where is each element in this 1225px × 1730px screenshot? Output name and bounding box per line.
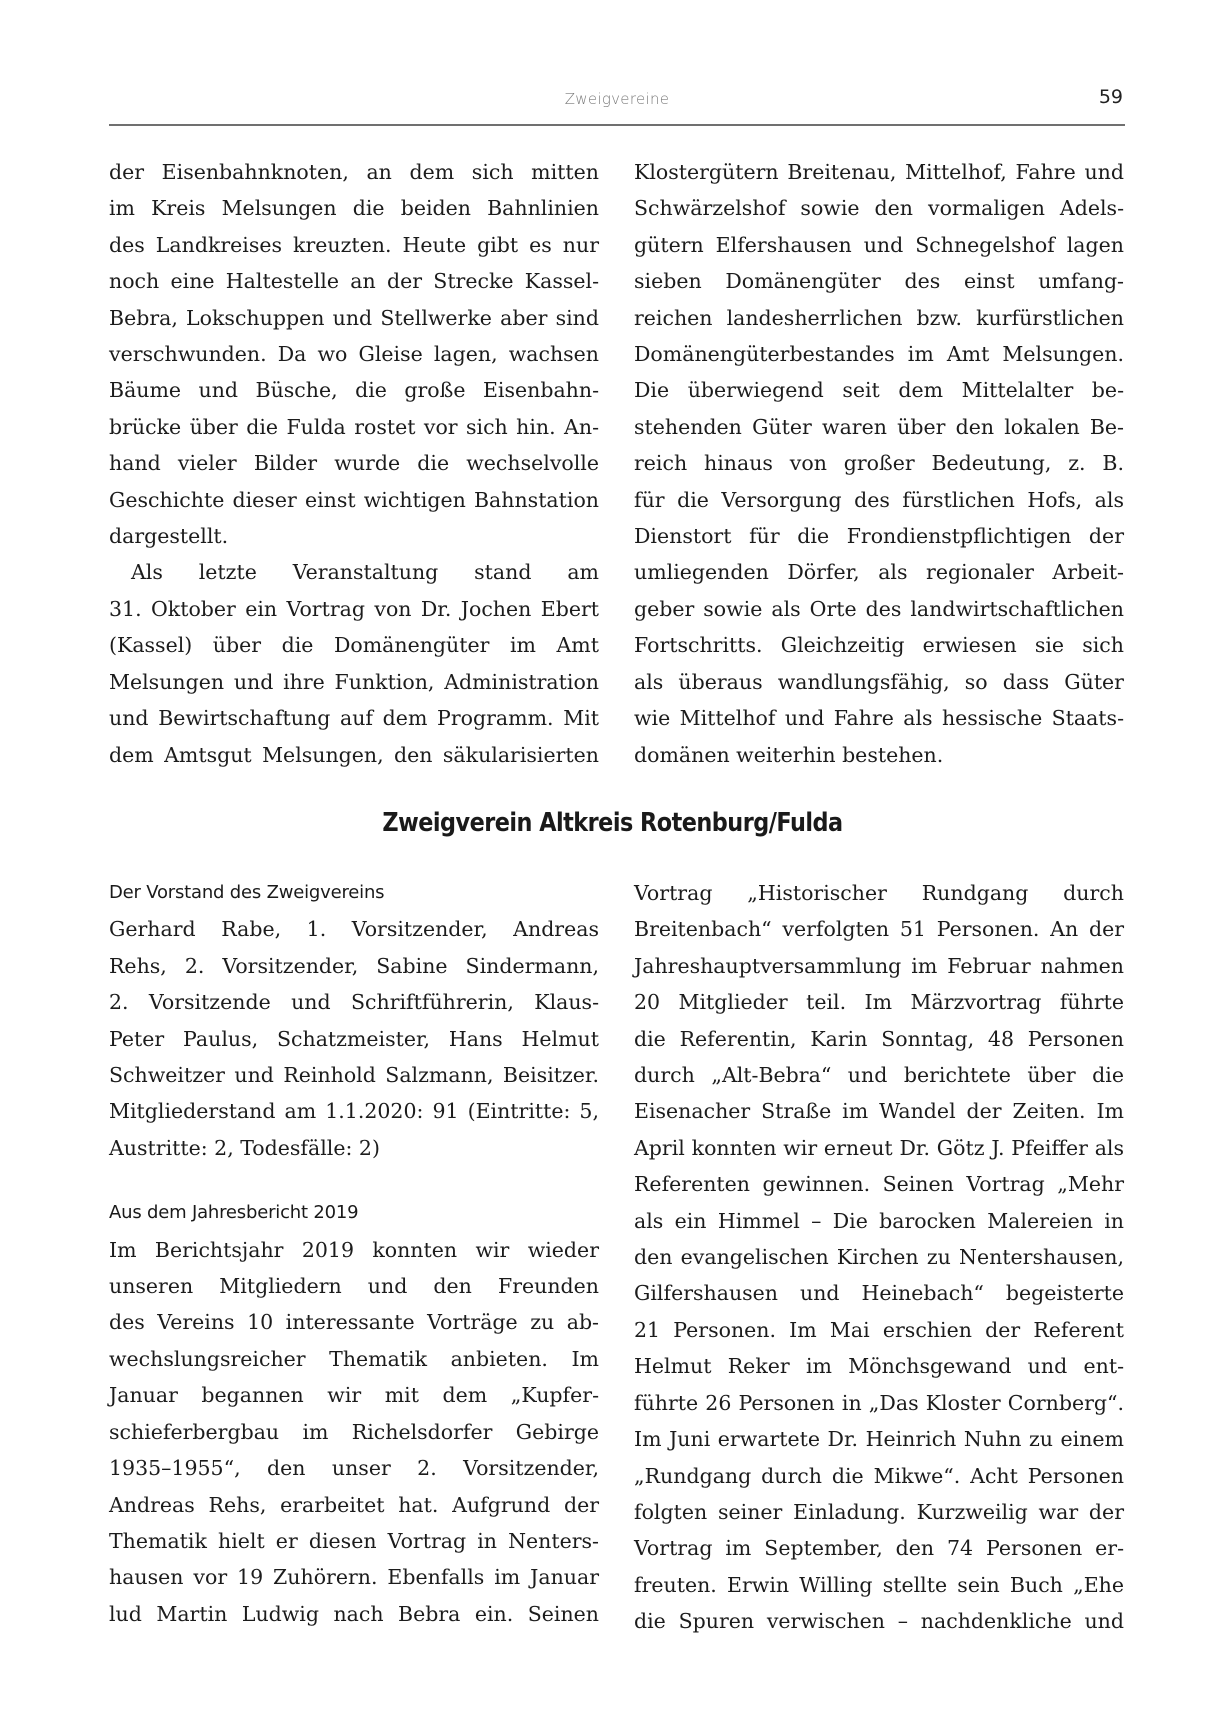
top-left-column (109, 154, 599, 773)
text-line: hausen vor 19 Zuhörern. Ebenfalls im Januar (109, 1565, 599, 1590)
text-line: 2. Vorsitzende und Schriftführerin, Klaus- (109, 990, 599, 1015)
text-line: Fortschritts. Gleichzeitig erwiesen sie sich (634, 633, 1124, 658)
text-line: 20 Mitglieder teil. Im Märzvortrag führte (634, 990, 1124, 1015)
text-line: die Spuren verwischen – nachdenkliche und (634, 1609, 1124, 1634)
paragraph-report-left (109, 1232, 599, 1632)
spacer (109, 1166, 599, 1195)
text-line: Die überwiegend seit dem Mittelalter be- (634, 378, 1124, 403)
text-line: Thematik hielt er diesen Vortrag in Nenters- (109, 1528, 599, 1553)
text-line: domänen weiterhin bestehen. (634, 742, 944, 767)
text-line: „Rundgang durch die Mikwe“. Acht Personen (634, 1463, 1124, 1488)
board-subheading: Der Vorstand des Zweigvereins (109, 882, 385, 903)
running-title: Zweigvereine (564, 90, 670, 108)
text-line: Mitgliederstand am 1.1.2020: 91 (Eintritte: 5, (109, 1099, 599, 1124)
text-line: Im Juni erwartete Dr. Heinrich Nuhn zu einem (634, 1427, 1124, 1452)
paragraph-railway (109, 154, 599, 554)
text-line: der Eisenbahnknoten, an dem sich mitten (109, 160, 599, 184)
text-line: Januar begannen wir mit dem „Kupfer- (109, 1383, 599, 1408)
text-line: Bäume und Büsche, die große Eisenbahn- (109, 378, 599, 403)
text-line: Gerhard Rabe, 1. Vorsitzender, Andreas (109, 917, 599, 942)
header-rule (109, 124, 1125, 126)
text-line: den evangelischen Kirchen zu Nentershausen, (634, 1245, 1124, 1270)
paragraph-report-right (634, 875, 1124, 1640)
text-line: Vortrag im September, den 74 Personen er- (634, 1536, 1124, 1561)
text-line: Domänengüterbestandes im Amt Melsungen. (634, 342, 1124, 367)
page-header (109, 86, 1125, 126)
text-line: des Landkreises kreuzten. Heute gibt es nur (109, 232, 599, 257)
text-line: reichen landesherrlichen bzw. kurfürstlichen (634, 305, 1124, 330)
text-line: Rehs, 2. Vorsitzender, Sabine Sindermann, (109, 953, 599, 978)
text-line: Klostergütern Breitenau, Mittelhof, Fahre und (634, 160, 1124, 184)
text-line: dargestellt. (109, 524, 229, 549)
text-line: brücke über die Fulda rostet vor sich hin. An- (109, 414, 599, 439)
text-line: Bebra, Lokschuppen und Stellwerke aber sind (109, 305, 599, 330)
text-line: unseren Mitgliedern und den Freunden (109, 1274, 599, 1299)
text-line: verschwunden. Da wo Gleise lagen, wachsen (109, 342, 599, 367)
text-line: stehenden Güter waren über den lokalen Be- (634, 414, 1124, 439)
text-line: Geschichte dieser einst wichtigen Bahnstation (109, 487, 599, 512)
text-line: als überaus wandlungsfähig, so dass Güter (634, 669, 1124, 694)
page-number: 59 (1098, 86, 1123, 108)
text-line: sieben Domänengüter des einst umfang- (634, 269, 1124, 294)
section-heading: Zweigverein Altkreis Rotenburg/Fulda (382, 808, 843, 838)
text-line: Gilfershausen und Heinebach“ begeisterte (634, 1281, 1124, 1306)
text-line: hand vieler Bilder wurde die wechselvolle (109, 451, 599, 476)
text-line: dem Amtsgut Melsungen, den säkularisierten (109, 742, 599, 767)
text-line: Helmut Reker im Mönchsgewand und ent- (634, 1354, 1124, 1379)
text-line: Breitenbach“ verfolgten 51 Personen. An der (634, 917, 1124, 942)
paragraph-domains (634, 154, 1124, 773)
text-line: noch eine Haltestelle an der Strecke Kassel- (109, 269, 599, 294)
bottom-left-column (109, 875, 599, 1632)
text-line: Als letzte Veranstaltung stand am (131, 560, 599, 585)
text-line: 1935–1955“, den unser 2. Vorsitzender, (109, 1456, 599, 1481)
text-line: Schweitzer und Reinhold Salzmann, Beisitzer. (109, 1063, 599, 1088)
text-line: und Bewirtschaftung auf dem Programm. Mit (109, 706, 599, 731)
text-line: wechslungsreicher Thematik anbieten. Im (109, 1346, 599, 1371)
text-line: als ein Himmel – Die barocken Malereien in (634, 1208, 1124, 1233)
text-line: (Kassel) über die Domänengüter im Amt (109, 633, 599, 658)
text-line: Jahreshauptversammlung im Februar nahmen (634, 953, 1124, 978)
text-line: die Referentin, Karin Sonntag, 48 Personen (634, 1026, 1124, 1051)
text-line: April konnten wir erneut Dr. Götz J. Pfeiffer als (634, 1135, 1124, 1160)
text-line: geber sowie als Orte des landwirtschaftlichen (634, 596, 1124, 621)
text-line: Peter Paulus, Schatzmeister, Hans Helmut (109, 1026, 599, 1051)
text-line: Eisenacher Straße im Wandel der Zeiten. Im (634, 1099, 1124, 1124)
text-line: Dienstort für die Frondienstpflichtigen der (634, 524, 1124, 549)
text-line: Austritte: 2, Todesfälle: 2) (109, 1135, 380, 1160)
text-line: freuten. Erwin Willing stellte sein Buch „Ehe (634, 1572, 1124, 1597)
text-line: 31. Oktober ein Vortrag von Dr. Jochen Ebert (109, 596, 599, 621)
text-line: Andreas Rehs, erarbeitet hat. Aufgrund der (109, 1492, 599, 1517)
text-line: Schwärzelshof sowie den vormaligen Adels- (634, 196, 1124, 221)
text-line: folgten seiner Einladung. Kurzweilig war der (634, 1499, 1124, 1524)
report-subheading: Aus dem Jahresbericht 2019 (109, 1202, 359, 1224)
text-line: schieferbergbau im Richelsdorfer Gebirge (109, 1419, 599, 1444)
text-line: führte 26 Personen in „Das Kloster Cornberg“. (634, 1390, 1124, 1415)
text-line: Referenten gewinnen. Seinen Vortrag „Mehr (634, 1172, 1124, 1197)
text-line: umliegenden Dörfer, als regionaler Arbeit- (634, 560, 1124, 585)
text-line: Im Berichtsjahr 2019 konnten wir wieder (109, 1237, 599, 1262)
text-line: gütern Elfershausen und Schnegelshof lagen (634, 232, 1124, 257)
text-line: des Vereins 10 interessante Vorträge zu ab- (109, 1310, 599, 1335)
text-line: 21 Personen. Im Mai erschien der Referent (634, 1317, 1124, 1342)
top-right-column (634, 154, 1124, 773)
paragraph-last-event (109, 554, 599, 772)
text-line: reich hinaus von großer Bedeutung, z. B. (634, 451, 1124, 476)
text-line: wie Mittelhof und Fahre als hessische Staats- (634, 706, 1124, 731)
text-line: Vortrag „Historischer Rundgang durch (634, 881, 1124, 905)
paragraph-board (109, 911, 599, 1166)
bottom-right-column (634, 875, 1124, 1640)
text-line: für die Versorgung des fürstlichen Hofs, als (634, 487, 1124, 512)
text-line: Melsungen und ihre Funktion, Administration (109, 669, 599, 694)
text-line: durch „Alt-Bebra“ und berichtete über die (634, 1063, 1124, 1088)
text-line: lud Martin Ludwig nach Bebra ein. Seinen (109, 1601, 599, 1626)
text-line: im Kreis Melsungen die beiden Bahnlinien (109, 196, 599, 221)
